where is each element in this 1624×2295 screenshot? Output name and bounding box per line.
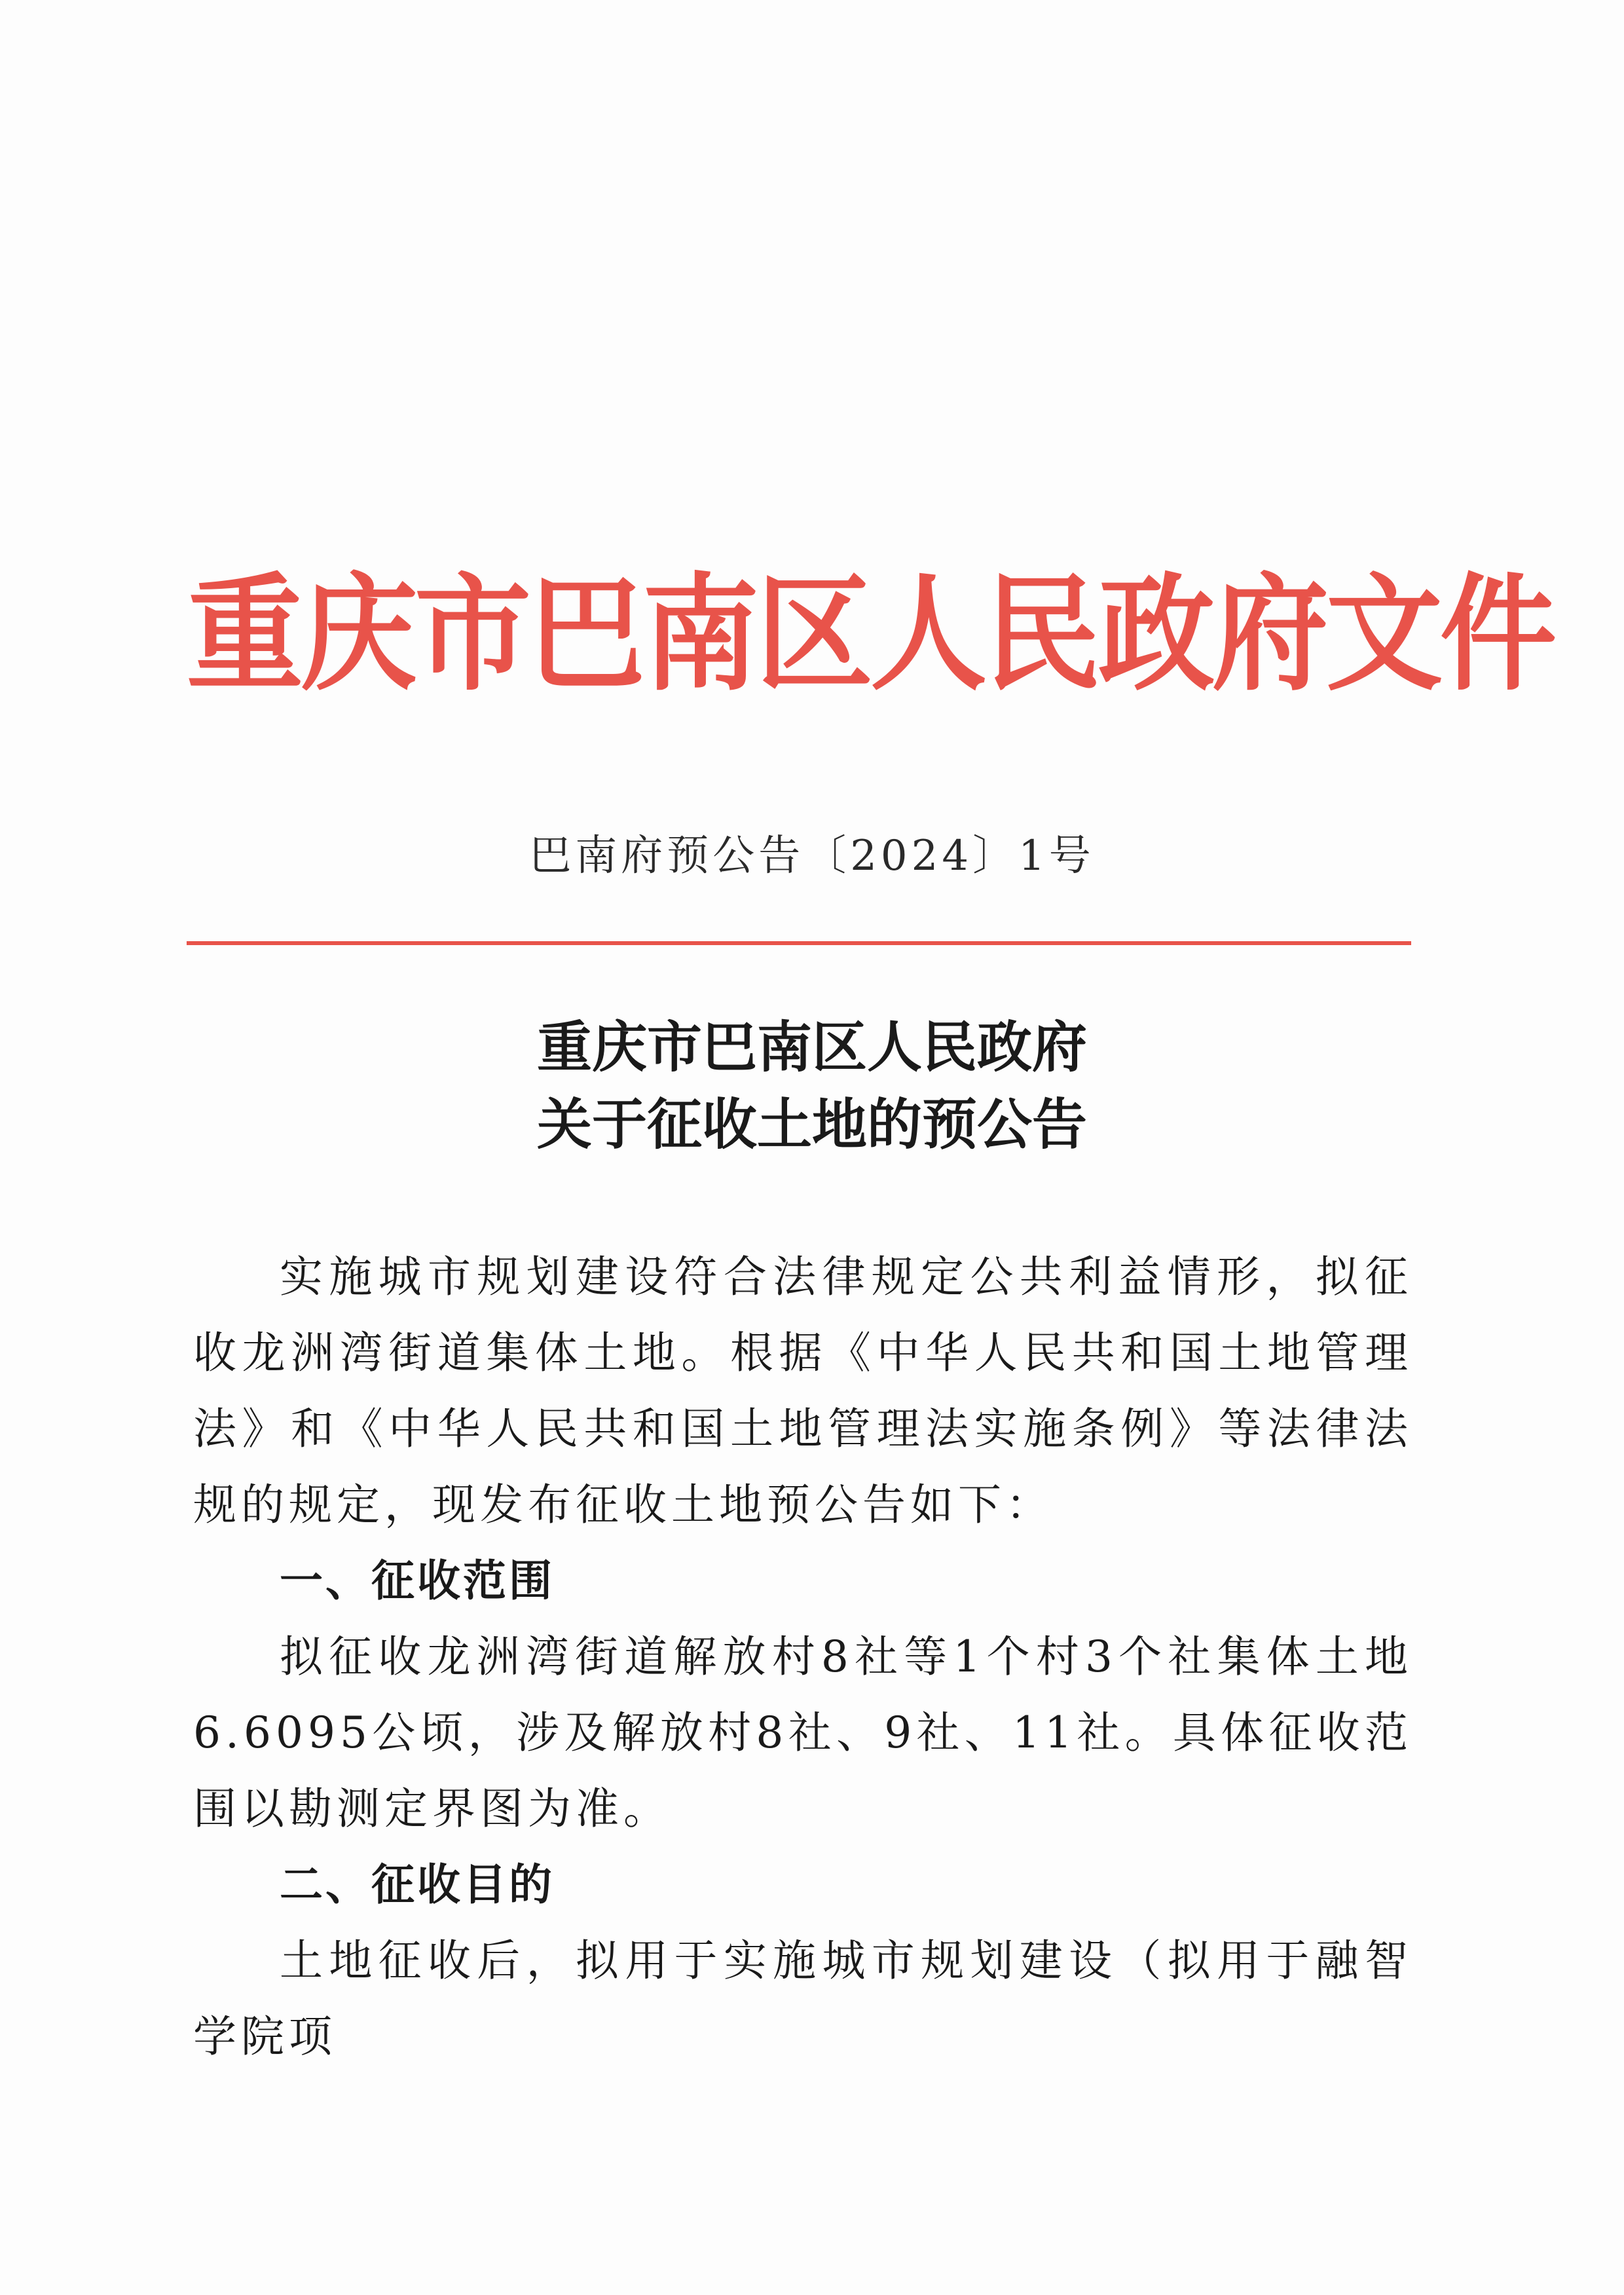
section-2-heading: 二、征收目的 xyxy=(280,1859,555,1910)
title-line-1: 重庆市巴南区人民政府 xyxy=(536,1015,1087,1079)
document-body xyxy=(193,1239,1412,2075)
document-title xyxy=(0,1009,1624,1163)
red-divider-line xyxy=(187,941,1411,945)
masthead-title: 重庆市巴南区人民政府文件 xyxy=(187,561,1554,708)
section-1-heading: 一、征收范围 xyxy=(280,1556,555,1606)
document-number: 巴南府预公告〔2024〕1号 xyxy=(529,832,1095,880)
section-2-paragraph: 土地征收后，拟用于实施城市规划建设（拟用于融智学院项 xyxy=(193,1935,1412,2062)
intro-paragraph: 实施城市规划建设符合法律规定公共利益情形，拟征收龙洲湾街道集体土地。根据《中华人民共和国土地管理法》和《中华人民共和国土地管理法实施条例》等法律法规的规定，现发布征收土地预公告如下： xyxy=(193,1252,1412,1530)
title-line-2: 关于征收土地的预公告 xyxy=(536,1092,1087,1157)
section-1-paragraph: 拟征收龙洲湾街道解放村8社等1个村3个社集体土地6.6095公顷，涉及解放村8社、9社、11社。具体征收范围以勘测定界图为准。 xyxy=(193,1632,1412,1834)
